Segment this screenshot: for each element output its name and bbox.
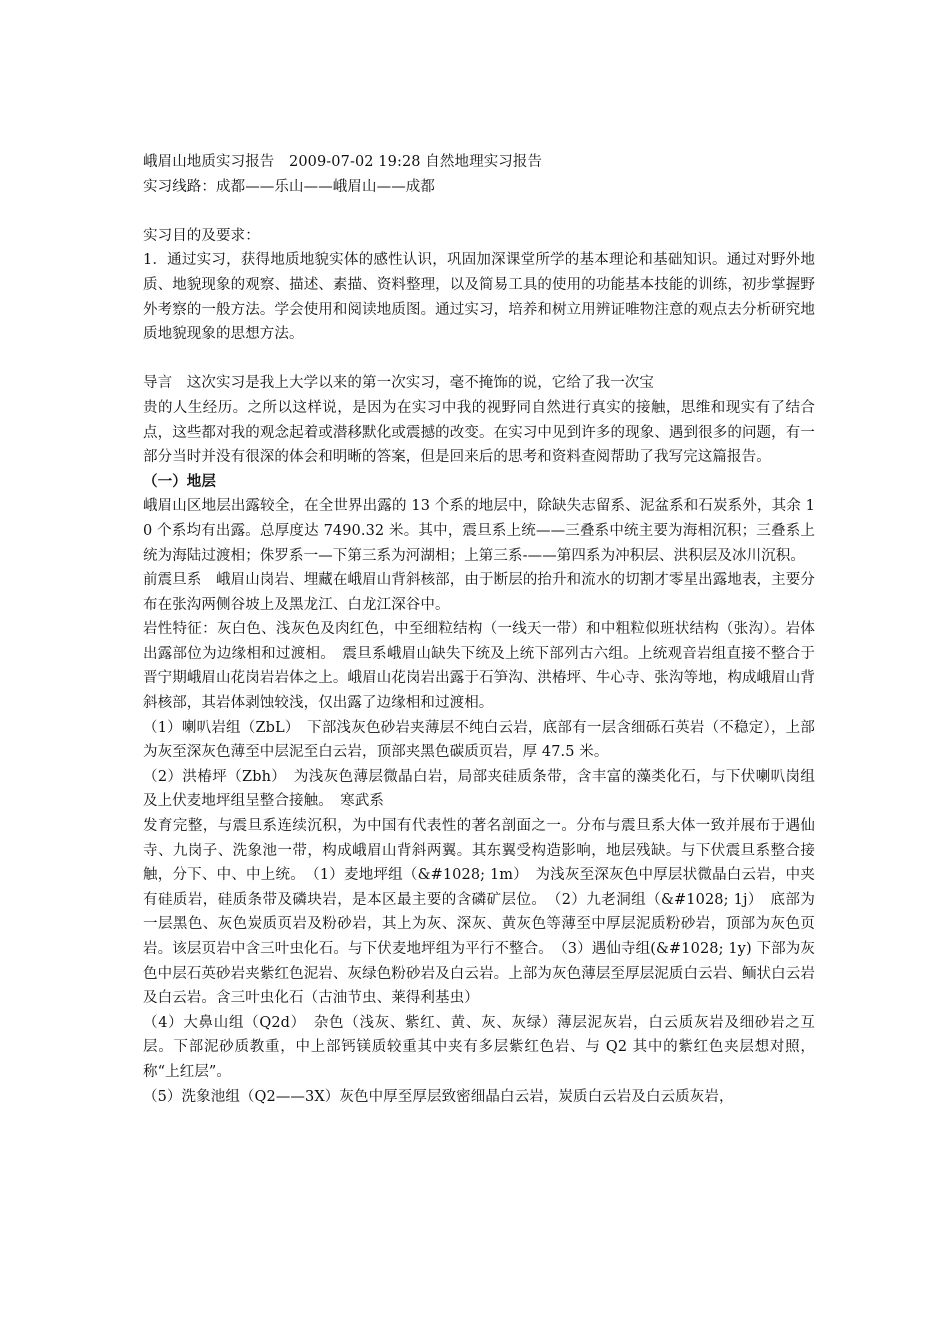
document-body xyxy=(143,150,815,1109)
dabishan-formation-paragraph: （4）大鼻山组（Q2d） 杂色（浅灰、紫红、黄、灰、灰绿）薄层泥灰岩，白云质灰岩及细砂岩之互层。下部泥砂质教重，中上部钙镁质较重其中夹有多层紫红色岩、与 Q2 其中的紫红色夹层想对照，称“上红层”。 xyxy=(143,1014,815,1080)
blank-line xyxy=(143,347,815,372)
introduction-first-line: 导言 这次实习是我上大学以来的第一次实习，毫不掩饰的说，它给了我一次宝 xyxy=(143,375,654,392)
cambrian-paragraph: 发育完整，与震旦系连续沉积，为中国有代表性的著名剖面之一。分布与震旦系大体一致并展布于遇仙寺、九岗子、洗象池一带，构成峨眉山背斜两翼。其东翼受构造影响，地层残缺。与下伏震旦系整合接触，分下、中、中上统。 （1）麦地坪组（&#1028; 1m） 为浅灰至深灰色中厚层状微晶白云岩，中夹有硅质岩，硅质条带及磷块岩，是本区最主要的含磷矿层位。 （2）九老洞组（&#1028; 1j） 底部为一层黑色、灰色炭质页岩及粉砂岩，其上为灰、深灰、黄灰色等薄至中厚层泥质粉砂岩，顶部为灰色页岩。该层页岩中含三叶虫化石。与下伏麦地坪组为平行不整合。 （3）遇仙寺组(&#1028; 1y) 下部为灰色中层石英砂岩夹紫红色泥岩、灰绿色粉砂岩及白云岩。上部为灰色薄层至厚层泥质白云岩、鲕状白云岩及白云岩。含三叶虫化石（古油节虫、莱得利基虫） xyxy=(143,818,815,1007)
purpose-paragraph: 1．通过实习，获得地质地貌实体的感性认识，巩固加深课堂所学的基本理论和基础知识。通过对野外地质、地貌现象的观察、描述、素描、资料整理，以及简易工具的使用的功能基本技能的训练，初步掌握野外考察的一般方法。学会使用和阅读地质图。通过实习，培养和树立用辨证唯物注意的观点去分析研究地质地貌现象的思想方法。 xyxy=(143,252,815,343)
lithology-paragraph: 岩性特征：灰白色、浅灰色及肉红色，中至细粒结构（一线天一带）和中粗粒似班状结构（张沟）。岩体出露部位为边缘相和过渡相。 震旦系峨眉山缺失下统及上统下部列古六组。上统观音岩组直接不整合于晋宁期峨眉山花岗岩岩体之上。峨眉山花岗岩出露于石笋沟、洪椿坪、牛心寺、张沟等地，构成峨眉山背斜核部，其岩体剥蚀较浅，仅出露了边缘相和过渡相。 xyxy=(143,621,815,712)
route-line: 实习线路：成都——乐山——峨眉山——成都 xyxy=(143,178,435,195)
introduction-paragraph: 贵的人生经历。之所以这样说，是因为在实习中我的视野同自然进行真实的接触，思维和现实有了结合点，这些都对我的观念起着或潜移默化或震撼的改变。在实习中见到许多的现象、遇到很多的问题，有一部分当时并没有很深的体会和明晰的答案，但是回来后的思考和资料查阅帮助了我写完这篇报告。 xyxy=(143,399,815,466)
hongchunping-formation-paragraph: （2）洪椿坪（Zbh） 为浅灰色薄层微晶白岩，局部夹硅质条带，含丰富的藻类化石，与下伏喇叭岗组及上伏麦地坪组呈整合接触。 寒武系 xyxy=(143,768,815,810)
section-heading-strata: （一）地层 xyxy=(143,472,216,490)
xixiangchi-formation-paragraph: （5）洗象池组（Q2——3X）灰色中厚至厚层致密细晶白云岩，炭质白云岩及白云质灰岩， xyxy=(143,1088,734,1105)
document-title-line: 峨眉山地质实习报告 2009-07-02 19:28 自然地理实习报告 xyxy=(143,154,543,170)
blank-line xyxy=(143,199,815,224)
purpose-heading: 实习目的及要求： xyxy=(143,227,260,244)
strata-overview-paragraph: 峨眉山区地层出露较全，在全世界出露的 13 个系的地层中，除缺失志留系、泥盆系和石炭系外，其余 10 个系均有出露。总厚度达 7490.32 米。其中，震旦系上统——三叠系中统主要为海相沉积；三叠系上统为海陆过渡相；侏罗系一—下第三系为河湖相；上第三系-——第四系为冲积层、洪积层及冰川沉积。 xyxy=(143,498,815,564)
labayan-formation-paragraph: （1）喇叭岩组（ZbL） 下部浅灰色砂岩夹薄层不纯白云岩，底部有一层含细砾石英岩（不稳定），上部为灰至深灰色薄至中层泥至白云岩，顶部夹黑色碳质页岩，厚 47.5 米。 xyxy=(143,719,815,761)
pre-sinian-paragraph: 前震旦系 峨眉山岗岩、埋藏在峨眉山背斜核部，由于断层的抬升和流水的切割才零星出露地表，主要分布在张沟两侧谷坡上及黑龙江、白龙江深谷中。 xyxy=(143,572,815,613)
